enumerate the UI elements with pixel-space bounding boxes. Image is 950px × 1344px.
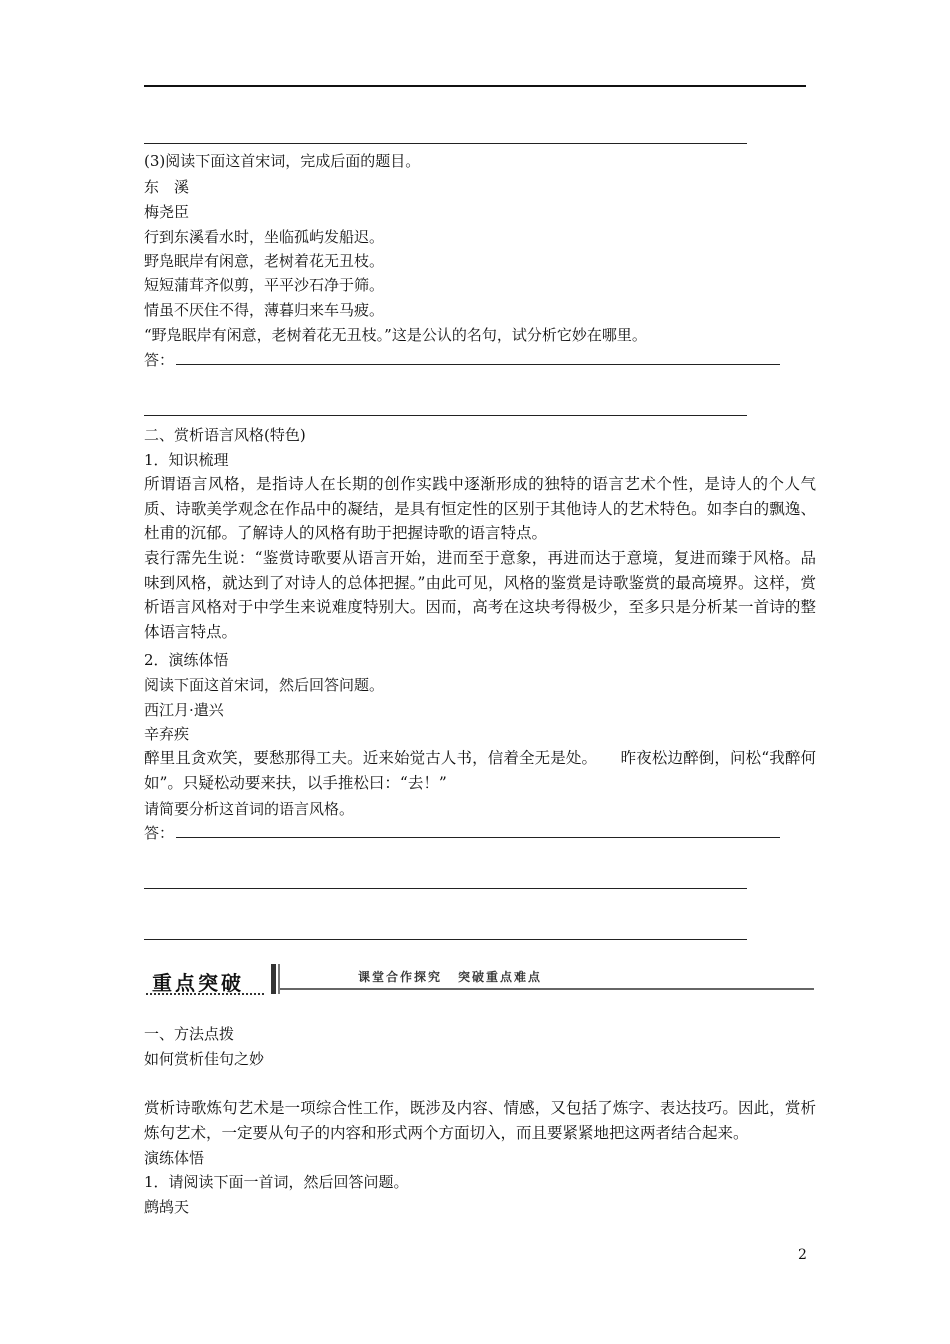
poem-body: 醉里且贪欢笑，要愁那得工夫。近来始觉古人书，信着全无是处。 昨夜松边醉倒，问松“我醉何如”。只疑松动要来扶，以手推松曰：“去！”	[144, 749, 816, 792]
question-intro: (3)阅读下面这首宋词，完成后面的题目。	[144, 152, 421, 170]
subsection-heading: 如何赏析佳句之妙	[144, 1050, 265, 1068]
banner-dotted-underline	[146, 993, 264, 995]
body-paragraph: 所谓语言风格，是指诗人在长期的创作实践中逐渐形成的独特的语言艺术个性，是诗人的个人气质、诗歌美学观念在作品中的凝结，是具有恒定性的区别于其他诗人的艺术特色。如李白的飘逸、杜甫的沉郁。了解诗人的风格有助于把握诗歌的语言特点。	[144, 475, 816, 542]
poem-line: 短短蒲茸齐似剪，平平沙石净于筛。	[144, 276, 385, 294]
banner-rule	[280, 988, 814, 990]
answer-line	[144, 143, 747, 144]
poem-author: 辛弃疾	[144, 725, 190, 743]
banner-subtitle-a: 课堂合作探究	[358, 970, 443, 984]
answer-row[interactable]	[144, 350, 780, 370]
question-text: 1．请阅读下面一首词，然后回答问题。	[144, 1173, 409, 1191]
subsection-heading: 2．演练体悟	[144, 651, 229, 669]
answer-blank[interactable]	[176, 350, 780, 365]
banner-subtitle-b: 突破重点难点	[458, 970, 543, 984]
answer-blank[interactable]	[176, 823, 780, 838]
poem-title: 鹧鸪天	[144, 1198, 190, 1216]
banner-subtitle	[358, 968, 542, 985]
banner-divider	[271, 964, 276, 994]
poem-line: 野凫眠岸有闲意，老树着花无丑枝。	[144, 252, 385, 270]
answer-label: 答：	[144, 351, 175, 369]
answer-row[interactable]	[144, 823, 780, 843]
answer-line	[144, 888, 747, 889]
body-paragraph: 赏析诗歌炼句艺术是一项综合性工作，既涉及内容、情感，又包括了炼字、表达技巧。因此，赏析炼句艺术，一定要从句子的内容和形式两个方面切入，而且要紧紧地把这两者结合起来。	[144, 1099, 816, 1142]
question-text: “野凫眠岸有闲意，老树着花无丑枝。”这是公认的名句，试分析它妙在哪里。	[144, 326, 647, 344]
poem-line: 情虽不厌住不得，薄暮归来车马疲。	[144, 301, 385, 319]
subsection-heading: 演练体悟	[144, 1149, 205, 1167]
poem-line: 行到东溪看水时，坐临孤屿发船迟。	[144, 228, 385, 246]
answer-line	[144, 85, 806, 87]
poem-title: 东 溪	[144, 178, 190, 196]
body-paragraph: 袁行霈先生说：“鉴赏诗歌要从语言开始，进而至于意象，再进而达于意境，复进而臻于风格。品味到风格，就达到了对诗人的总体把握。”由此可见，风格的鉴赏是诗歌鉴赏的最高境界。这样，赏析语言风格对于中学生来说难度特别大。因而，高考在这块考得极少，至多只是分析某一首诗的整体语言特点。	[144, 549, 816, 641]
banner-title: 重点突破	[152, 971, 244, 995]
section-banner	[144, 962, 814, 998]
subsection-heading: 1．知识梳理	[144, 451, 229, 469]
answer-line	[144, 415, 747, 416]
section-heading: 一、方法点拨	[144, 1025, 235, 1043]
page-number: 2	[798, 1247, 807, 1263]
answer-label: 答：	[144, 824, 175, 842]
answer-line	[144, 939, 747, 940]
question-text: 请简要分析这首词的语言风格。	[144, 800, 355, 818]
section-heading: 二、赏析语言风格(特色)	[144, 426, 306, 444]
poem-author: 梅尧臣	[144, 203, 190, 221]
instruction-text: 阅读下面这首宋词，然后回答问题。	[144, 676, 385, 694]
poem-title: 西江月·遣兴	[144, 701, 224, 719]
